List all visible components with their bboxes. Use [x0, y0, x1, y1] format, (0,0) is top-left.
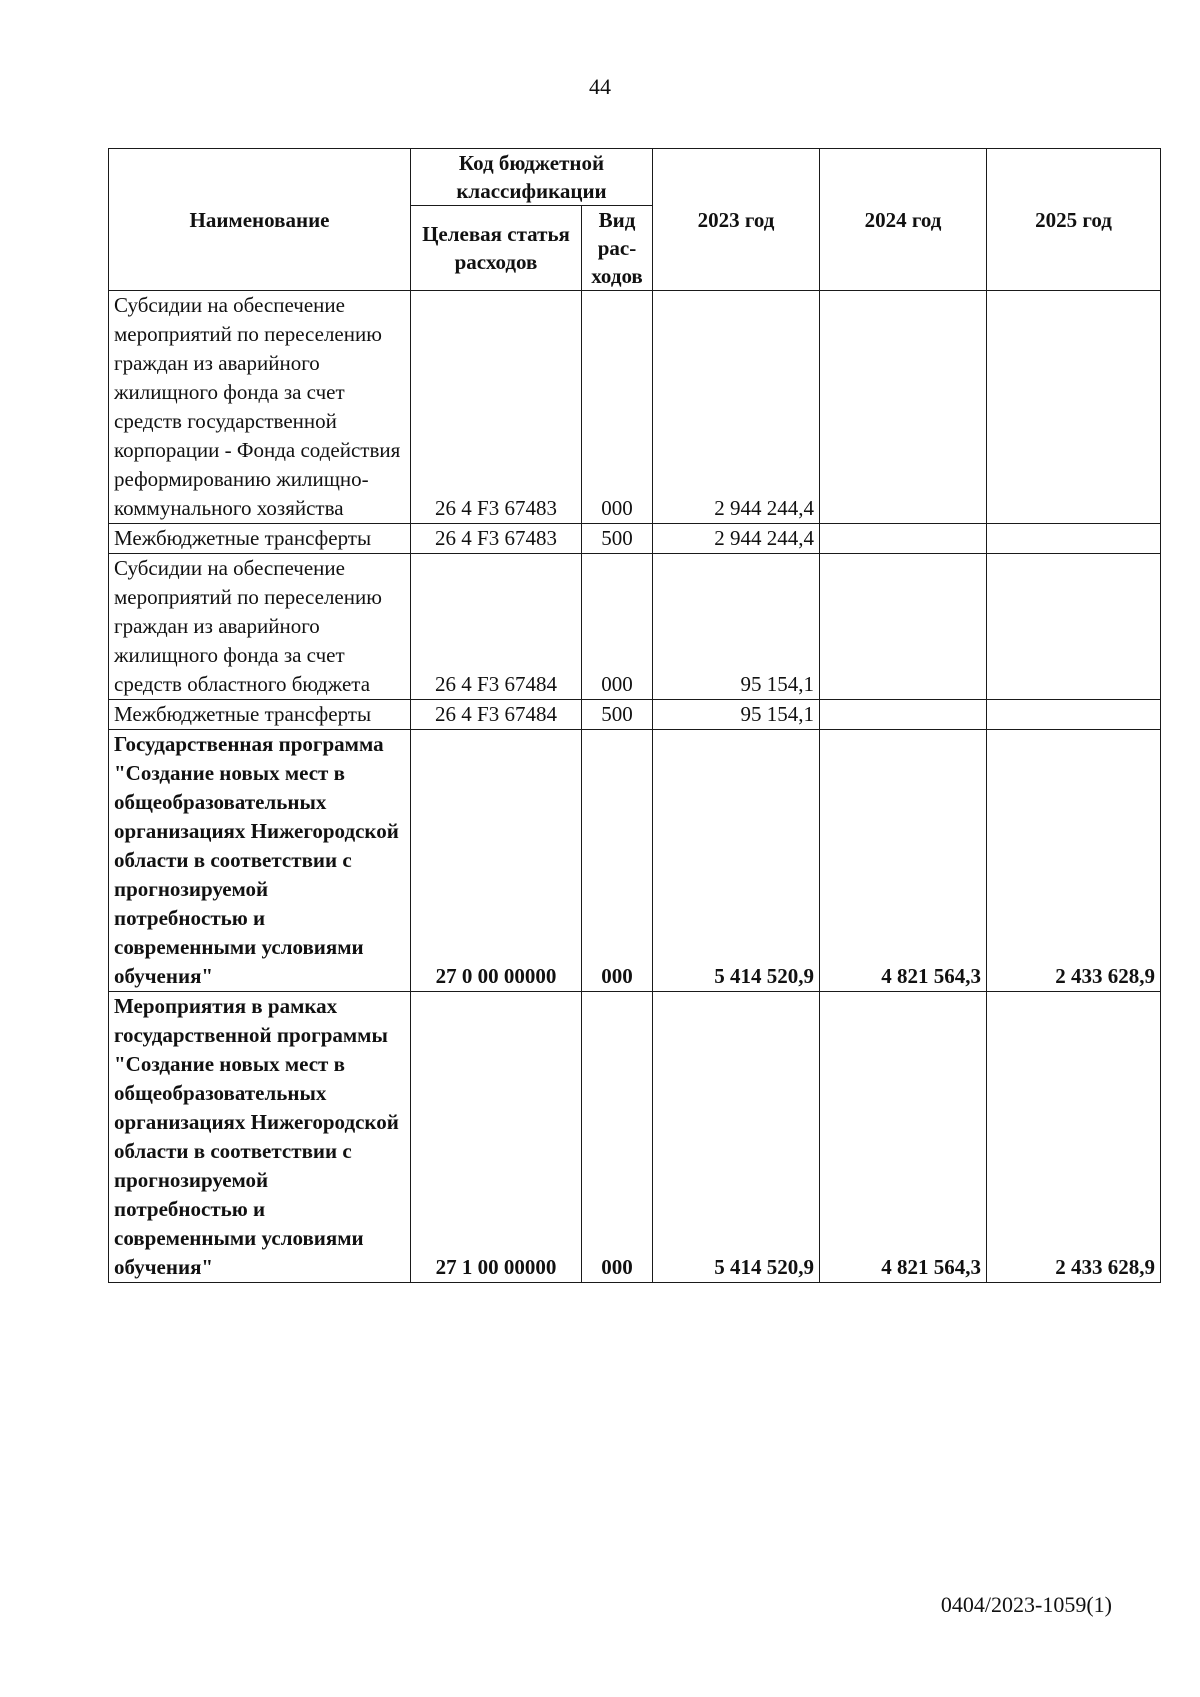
row-2024: [820, 291, 987, 524]
row-2023: 5 414 520,9: [653, 992, 820, 1283]
table-row: [109, 554, 1161, 700]
header-budget-code: Код бюджетной классификации: [411, 149, 653, 206]
row-2024: [820, 524, 987, 554]
row-2025: [987, 524, 1161, 554]
table-row: [109, 700, 1161, 730]
row-name: Субсидии на обеспечение мероприятий по переселению граждан из аварийного жилищного фонда за счет средств государственной корпорации - Фонда содействия реформированию жилищно-коммунального хозяйства: [109, 291, 411, 524]
header-2023: 2023 год: [653, 149, 820, 291]
row-name: Мероприятия в рамках государственной программы "Создание новых мест в общеобразовательных организациях Нижегородской области в соответствии с прогнозируемой потребностью и современными условиями обучения": [109, 992, 411, 1283]
document-code: 0404/2023-1059(1): [940, 1592, 1112, 1617]
row-2023: 2 944 244,4: [653, 524, 820, 554]
page-number: 44: [589, 74, 611, 99]
row-2023: 2 944 244,4: [653, 291, 820, 524]
header-expense-type: Вид рас-ходов: [582, 206, 653, 291]
row-expense-type: 500: [582, 700, 653, 730]
header-target-article: Целевая статья расходов: [411, 206, 582, 291]
row-name: Межбюджетные трансферты: [109, 524, 411, 554]
header-name: Наименование: [109, 149, 411, 291]
header-2024: 2024 год: [820, 149, 987, 291]
table-row: [109, 992, 1161, 1283]
row-expense-type: 500: [582, 524, 653, 554]
row-expense-type: 000: [582, 730, 653, 992]
row-target-article: 26 4 F3 67484: [411, 700, 582, 730]
row-2024: 4 821 564,3: [820, 730, 987, 992]
header-2025: 2025 год: [987, 149, 1161, 291]
row-2024: 4 821 564,3: [820, 992, 987, 1283]
row-2025: [987, 291, 1161, 524]
row-name: Государственная программа "Создание новых мест в общеобразовательных организациях Нижегородской области в соответствии с прогнозируемой потребностью и современными условиями обучения": [109, 730, 411, 992]
row-2024: [820, 554, 987, 700]
row-expense-type: 000: [582, 992, 653, 1283]
row-expense-type: 000: [582, 291, 653, 524]
row-expense-type: 000: [582, 554, 653, 700]
row-name: Межбюджетные трансферты: [109, 700, 411, 730]
table-row: [109, 730, 1161, 992]
row-target-article: 27 1 00 00000: [411, 992, 582, 1283]
row-target-article: 27 0 00 00000: [411, 730, 582, 992]
table-row: [109, 524, 1161, 554]
row-2023: 5 414 520,9: [653, 730, 820, 992]
row-target-article: 26 4 F3 67484: [411, 554, 582, 700]
table-row: [109, 291, 1161, 524]
row-2023: 95 154,1: [653, 700, 820, 730]
row-target-article: 26 4 F3 67483: [411, 291, 582, 524]
row-2025: [987, 554, 1161, 700]
row-2024: [820, 700, 987, 730]
row-2025: 2 433 628,9: [987, 992, 1161, 1283]
row-2023: 95 154,1: [653, 554, 820, 700]
budget-table: [108, 148, 1161, 1283]
row-target-article: 26 4 F3 67483: [411, 524, 582, 554]
row-name: Субсидии на обеспечение мероприятий по переселению граждан из аварийного жилищного фонда за счет средств областного бюджета: [109, 554, 411, 700]
row-2025: 2 433 628,9: [987, 730, 1161, 992]
row-2025: [987, 700, 1161, 730]
